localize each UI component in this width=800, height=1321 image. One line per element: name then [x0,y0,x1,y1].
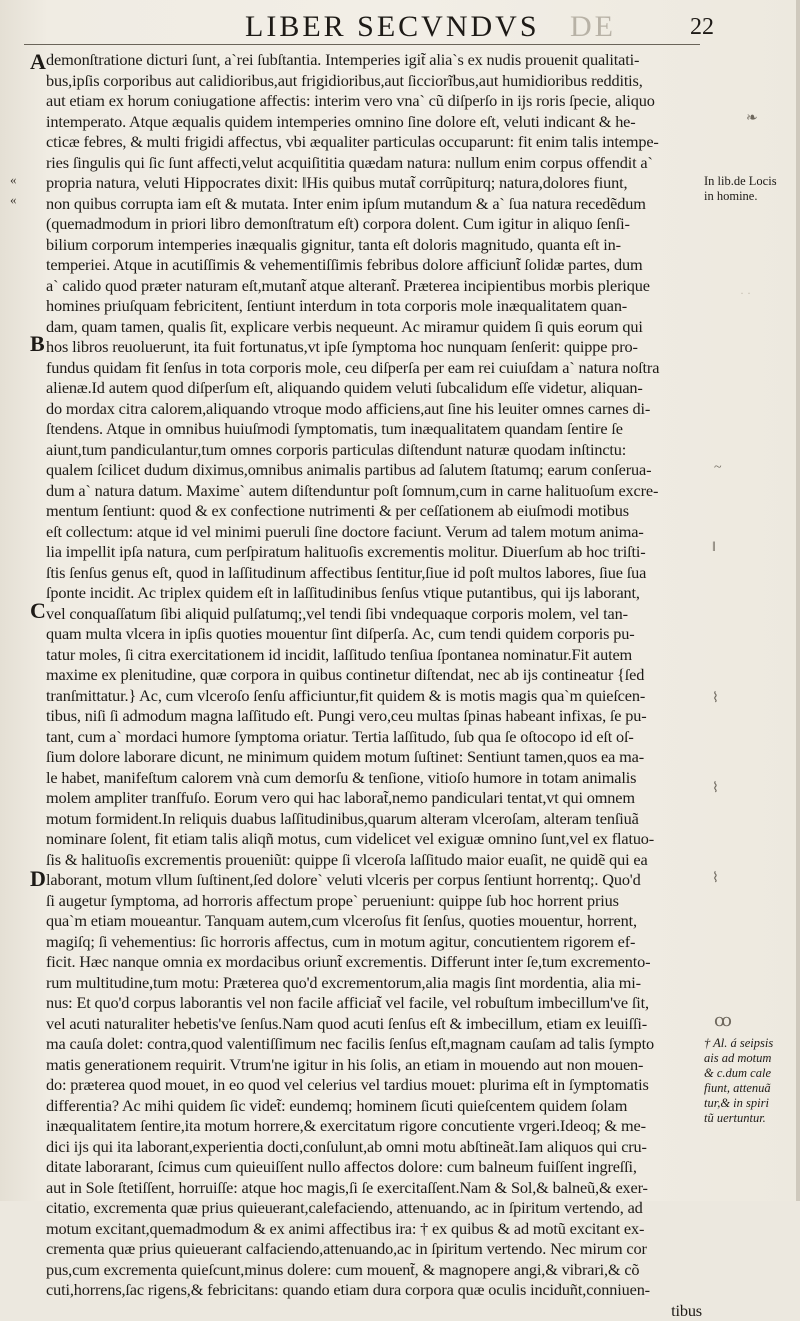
margin-note-line: tur,& in spiri [704,1096,773,1111]
section-letter-d: D [30,869,46,889]
body-text-line: temperiei. Atque in acutiſſimis & vehementiſſimis febribus dolore afficiunt̃ ſolidæ partes, dum [46,255,702,276]
margin-note-line: tũ uertuntur. [704,1111,773,1126]
binding-gutter [796,0,800,1201]
body-text-line: nus: Et quo'd corpus laborantis vel non facile afficiat̃ vel facile, vel robuſtum imbecillum've ſit, [46,993,702,1014]
body-text-line: cticæ febres, & multi frigidi affectus, vbi æqualiter particulas occuparunt: fit enim talis intempe- [46,132,702,153]
body-text-line: alienæ.Id autem quod diſperſum eſt, aliquando quidem veluti ſubcalidum eſſe videtur, aliquan- [46,378,702,399]
body-text-line: ſium dolore laborare dicunt, ne minimum quidem motum ſuſtinet: Sentiunt tamen,quos ea ma- [46,747,702,768]
margin-note-line: ais ad motum [704,1051,773,1066]
body-text-line: pus,cum excrementa quieſcunt,minus dolere: cum mouent̃, & magnopere angi,& vibrari,& cõ [46,1260,702,1281]
body-text-line: ſtis ſenſus genus eſt, quod in laſſitudinum affectibus ſentitur,ſiue id poſt multos labores, ſiue ſua [46,563,702,584]
quote-mark: « [10,172,17,188]
body-text-line: do: præterea quod mouet, in eo quod vel celerius vel tardius mouet: plurima eſt in ſymptomatis [46,1075,702,1096]
page-number: 22 [690,14,714,41]
body-text-line: le habet, manifeſtum calorem vnà cum demorſu & tenſione, vitioſo humore in totam animalis [46,768,702,789]
body-text-line: matis generationem requirit. Vtrum'ne igitur in his ſolis, an etiam in mouendo aut non mouen- [46,1055,702,1076]
body-text-line: intemperato. Atque æqualis quidem intemperies omnino ſine dolore eſt, veluti indicant & he- [46,112,702,133]
body-text-line: vel conquaſſatum ſibi aliquid pulſatumq;,vel tendi ſibi vndequaque corporis molem, vel tan- [46,604,702,625]
body-text-line: nominare ſolent, fit etiam talis aliqñ motus, cum videlicet vel exiguæ omnino ſunt,vel ex flatuo- [46,829,702,850]
body-text-line: vel acuti naturaliter hebetis've ſenſus.Nam quod acuti ſenſus eſt & imbecillum, etiam ex leuiſſi- [46,1014,702,1035]
body-text-line: ficit. Hæc nanque omnia ex mordacibus oriunt̃ excrementis. Differunt inter ſe,tum excremento- [46,952,702,973]
margin-note-line: & c.dum cale [704,1066,773,1081]
body-text-line: laborant, motum vllum ſuſtinent,ſed dolore` veluti vlceris per corpus ſentiunt horrentq;. Quo'd [46,870,702,891]
body-text-line: fundus quidam fit ſenſus in tota corporis mole, ceu diſperſa per eam rei cuiuſdam a` natura noſtra [46,358,702,379]
body-text-line: do mordax citra calorem,aliquando vtroque modo afficiens,aut ſine his leuiter omnes carnes di- [46,399,702,420]
body-text-line: dam, quam tamen, qualis ſit, explicare verbis nequeunt. Ac miramur quidem ſi quis eorum qui [46,317,702,338]
pen-mark: ǁ [712,540,716,556]
body-text-line: tatur moles, ſi citra exercitationem id incidit, laſſitudo tenſiua ſpontanea nominatur.Fit autem [46,645,702,666]
running-head [0,8,800,42]
body-text-line: rum multitudine,tum motu: Præterea quo'd excrementorum,alia magis ſint mordentia, alia mi- [46,973,702,994]
header-rule [24,44,700,45]
quote-mark: « [10,192,17,208]
body-text-line: non quibus corrupta iam eſt & mutata. Inter enim ipſum mutandum & a` ſua natura recedẽdum [46,194,702,215]
body-text-line: eſt collectum: atque id vel minimi pueruli ſine doctore faciunt. Verum ad talem motum anima- [46,522,702,543]
body-text-line: ſis & halituoſis excrementis proueniũt: quippe ſi vlceroſa laſſitudo maior euaſit, ne quidẽ qui ea [46,850,702,871]
body-text-line: lia impellit ipſa natura, cum perſpiratum halituoſis excrementis molitur. Diuerſum ab hoc triſti- [46,542,702,563]
body-text-line: bilium corporum intemperies inæqualis gignitur, tanta eſt doloris magnitudo, quanta eſt in- [46,235,702,256]
body-text-line: demonſtratione dicturi ſunt, a`rei ſubſtantia. Intemperies igit̃ alia`s ex nudis prouenit qualitati- [46,50,702,71]
running-title: LIBER SECVNDVS [245,10,540,44]
margin-smudge: · · [740,286,751,301]
pen-mark: ~ [714,460,722,476]
body-text-line: differentia? Ac mihi quidem ſic videt̃: eundemq; hominem ſicuti quieſcentem quidem ſolam [46,1096,702,1117]
body-text-line: ditate laborarant, ſcimus cum quieuiſſent nullo affectos dolore: cum balneum fuiſſent ingreſſi, [46,1157,702,1178]
body-text-line: hos libros reuoluerunt, ita fuit fortunatus,vt ipſe ſymptoma hoc nunquam ſenſerit: quippe pro- [46,337,702,358]
body-text-line: aut in Sole ſtetiſſent, horruiſſe: atque hoc magis,ſi ſe exercitaſſent.Nam & Sol,& balneũ,& exer- [46,1178,702,1199]
pen-mark: ⌇ [712,780,719,797]
body-text-line: bus,ipſis corporibus aut calidioribus,aut frigidioribus,aut ſicciorĩbus,aut humidioribus redditis, [46,71,702,92]
body-text-line: crementa quæ prius quieuerant calfaciendo,attenuando,ac in ſpiritum vertendo. Nec mirum cor [46,1239,702,1260]
body-text-line: (quemadmodum in priori libro demonſtratum eſt) corpora dolent. Cum igitur in aliquo ſenſi- [46,214,702,235]
body-text-line: qua`m etiam moueantur. Tanquam autem,cum vlceroſus fit ſenſus, quoties mouentur, horrent, [46,911,702,932]
body-text-line: tranſmittatur.} Ac, cum vlceroſo ſenſu afficiuntur,fit quidem & is motis magis qua`m quieſcen- [46,686,702,707]
section-letter-b: B [30,334,45,354]
body-text-line: ſi augetur ſymptoma, ad horroris affectum prope` perueniunt: quippe ſub hoc horrent prius [46,891,702,912]
section-letter-a: A [30,52,46,72]
body-text-line: qualem ſcilicet dudum diximus,omnibus animalis partibus ad ſalutem ſtatumq; earum conſerua- [46,460,702,481]
body-text-line: inæqualitatem ſentire,ita motum horrere,& exercitatum rigore concutiente vrgeri.Ideoq; & me- [46,1116,702,1137]
body-text-line: maxime ex plenitudine, quæ corpora in quibus continetur diſtendat, nec ab ijs contineatur {ſed [46,665,702,686]
text-block [46,50,702,1321]
body-text-line: magiſq; ſi vehementius: ſic horroris affectus, cum in motum agitur, concutientem rigorem ef- [46,932,702,953]
body-text-line: aiunt,tum pandiculantur,tum omnes corporis particulas diſtendunt naturæ quodam inſtinctu: [46,440,702,461]
section-letter-c: C [30,601,46,621]
body-text-line: tibus [46,1301,702,1321]
body-text-line: ſtendens. Atque in omnibus huiuſmodi ſymptomatis, tum inæqualitatem quandam ſentire ſe [46,419,702,440]
pen-mark: ꝏ [714,1010,732,1031]
pen-mark: ⌇ [712,690,719,707]
body-text-line: mentum ſentiunt: quod & ex confectione nutrimenti & per ceſſationem ab eiuſmodi motibus [46,501,702,522]
margin-note-locis [704,174,777,204]
margin-note-variant [704,1036,773,1126]
body-text-line: a` calido quod præter naturam eſt,mutant̃ atque alterant̃. Præterea incipientibus morbis plerique [46,276,702,297]
body-text-line: ries ſingulis qui ſic ſunt affecti,velut acquiſititia quædam natura: nullum enim corpus offendit a` [46,153,702,174]
body-text-line: tibus, niſi ſi admodum magna laſſitudo eſt. Pungi vero,ceu multas ſpinas habeant infixas, ſe pu- [46,706,702,727]
body-text-line: cuti,horrens,ſac rigens,& febricitans: quando etiam dura corpora quæ oculis inciduñt,conniuen- [46,1280,702,1301]
body-text-line: dum a` natura datum. Maxime` autem diſtenduntur poſt ſomnum,cum in carne halituoſum excre- [46,481,702,502]
body-text-line: ſponte incidit. Ac triplex quidem eſt in laſſitudinibus ſenſus vtique putantibus, qui ijs laborant, [46,583,702,604]
pen-mark: ⌇ [712,870,719,887]
body-text-line: homines priuſquam febricitent, ſentiunt interdum in tota corporis mole inæqualitatem quan- [46,296,702,317]
body-text-line: propria natura, veluti Hippocrates dixit: ‖His quibus mutat̃ corrũpiturq; natura,dolores fiunt, [46,173,702,194]
body-text-line: citatio, excrementa quæ prius quieuerant,calefaciendo, attenuando, ac in ſpiritum vertendo, ad [46,1198,702,1219]
body-text-line: motum excitant,quemadmodum & ex animi affectibus ira: † ex quibus & ad motũ excitant ex- [46,1219,702,1240]
body-text-line: motum formident.In reliquis duabus laſſitudinibus,quarum alteram vlceroſam, alteram tenſiuã [46,809,702,830]
body-text-line: dici ijs qui ita laborant,experientia docti,conſulunt,ab omni motu abſtineãt.Iam aliquos qui cru- [46,1137,702,1158]
bleed-through-text: DE [570,10,616,44]
body-text-line: molem ampliter tranſfuſo. Eorum vero qui hac laborat̃,nemo pandiculari tentat,vt qui omnem [46,788,702,809]
margin-note-line: in homine. [704,189,777,204]
margin-note-line: In lib.de Locis [704,174,777,189]
body-text-line: quam multa vlcera in ipſis quoties mouentur ſint diſperſa. Ac, cum tendi quidem corporis pu- [46,624,702,645]
body-text-line: aut etiam ex horum coniugatione affectis: interim vero vna` cũ diſperſo in ijs roris ſpecie, aliquo [46,91,702,112]
margin-note-line: † Al. á seipsis [704,1036,773,1051]
margin-note-line: fiunt, attenuã [704,1081,773,1096]
body-text-line: tant, cum a` mordaci humore ſymptoma oriatur. Tertia laſſitudo, ſub qua ſe oſtocopo id eſt oſ- [46,727,702,748]
pen-mark: ❧ [746,110,758,127]
body-text-line: ma cauſa dolet: contra,quod valentiſſimum nec facilis ſenſus eſt,magnam cauſam ad talis ſympto [46,1034,702,1055]
